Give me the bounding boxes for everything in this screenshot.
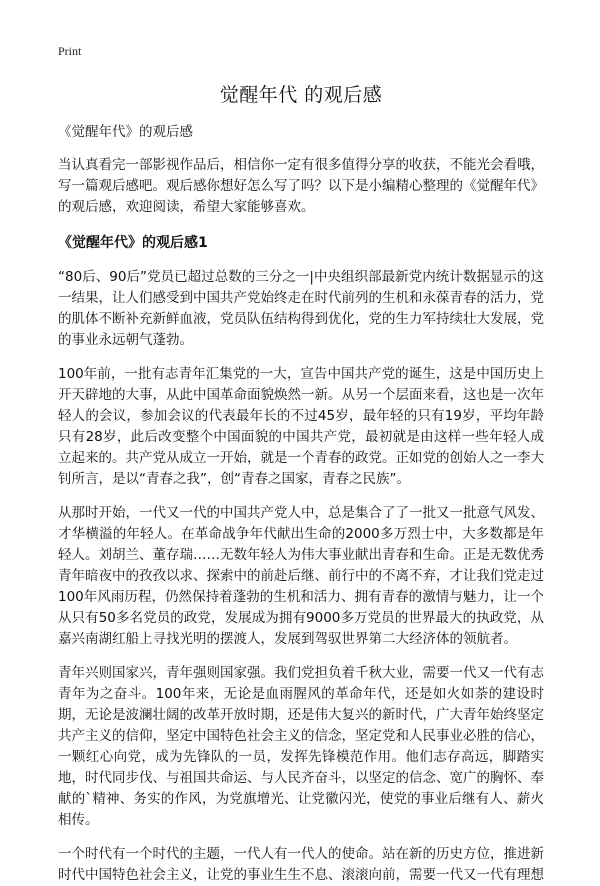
body-paragraph-2: 100年前，一批有志青年汇集党的一大，宣告中国共产党的诞生，这是中国历史上开天辟地的大事，从此中国革命面貌焕然一新。从另一个层面来看，这也是一次年轻人的会议，参加会议的代表最年长的不过45岁，最年轻的只有19岁，平均年龄只有28岁，此后改变整个中国面貌的中国共产党，最初就是由这样一些年轻人成立起来的。共产党从成立一开始，就是一个青春的政党。正如党的创始人之一李大钊所言，是以“青春之我”，创“青春之国家，青春之民族”。 <box>58 366 544 487</box>
document-title: 觉醒年代 的观后感 <box>219 84 383 106</box>
document-subtitle: 《觉醒年代》的观后感 <box>58 124 193 140</box>
section-heading: 《觉醒年代》的观后感1 <box>58 235 208 251</box>
print-link[interactable]: Print <box>58 44 82 58</box>
intro-paragraph: 当认真看完一部影视作品后，相信你一定有很多值得分享的收获，不能光会看哦，写一篇观后感吧。观后感你想好怎么写了吗？以下是小编精心整理的《觉醒年代》的观后感，欢迎阅读，希望大家能够喜欢。 <box>58 157 544 215</box>
body-paragraph-3: 从那时开始，一代又一代的中国共产党人中，总是集合了了一批又一批意气风发、才华横溢的年轻人。在革命战争年代献出生命的2000多万烈士中，大多数都是年轻人。刘胡兰、董存瑞……无数年轻人为伟大事业献出青春和生命。正是无数优秀青年暗夜中的孜孜以求、探索中的前赴后继、前行中的不离不弃，才让我们党走过100年风雨历程，仍然保持着蓬勃的生机和活力、拥有青春的激情与魅力，让一个从只有50多名党员的政党，发展成为拥有9000多万党员的世界最大的执政党，从嘉兴南湖红船上寻找光明的摆渡人，发展到驾驭世界第二大经济体的领航者。 <box>58 505 544 647</box>
body-paragraph-5: 一个时代有一个时代的主题，一代人有一代人的使命。站在新的历史方位，推进新时代中国特色社会主义，让党的事业生生不息、滚滚向前，需要一代又一代有理想 <box>58 846 544 883</box>
body-paragraph-1: “80后、90后”党员已超过总数的三分之一|中央组织部最新党内统计数据显示的这一结果，让人们感受到中国共产党始终走在时代前列的生机和永葆青春的活力，党的肌体不断补充新鲜血液，党员队伍结构得到优化，党的生力军持续壮大发展，党的事业永远朝气蓬勃。 <box>58 269 544 348</box>
body-paragraph-4: 青年兴则国家兴，青年强则国家强。我们党担负着千秋大业，需要一代又一代有志青年为之奋斗。100年来，无论是血雨腥风的革命年代，还是如火如荼的建设时期，无论是波澜壮阔的改革开放时期，还是伟大复兴的新时代，广大青年始终坚定共产主义的信仰，坚定中国特色社会主义的信念，坚定党和人民事业必胜的信心，一颗红心向党，成为先锋队的一员，发挥先锋模范作用。他们志存高远，脚踏实地，时代同步伐、与祖国共命运、与人民齐奋斗，以坚定的信念、宽广的胸怀、奉献的`精神、务实的作风，为党旗增光、让党徽闪光，使党的事业后继有人、薪火相传。 <box>58 665 544 828</box>
